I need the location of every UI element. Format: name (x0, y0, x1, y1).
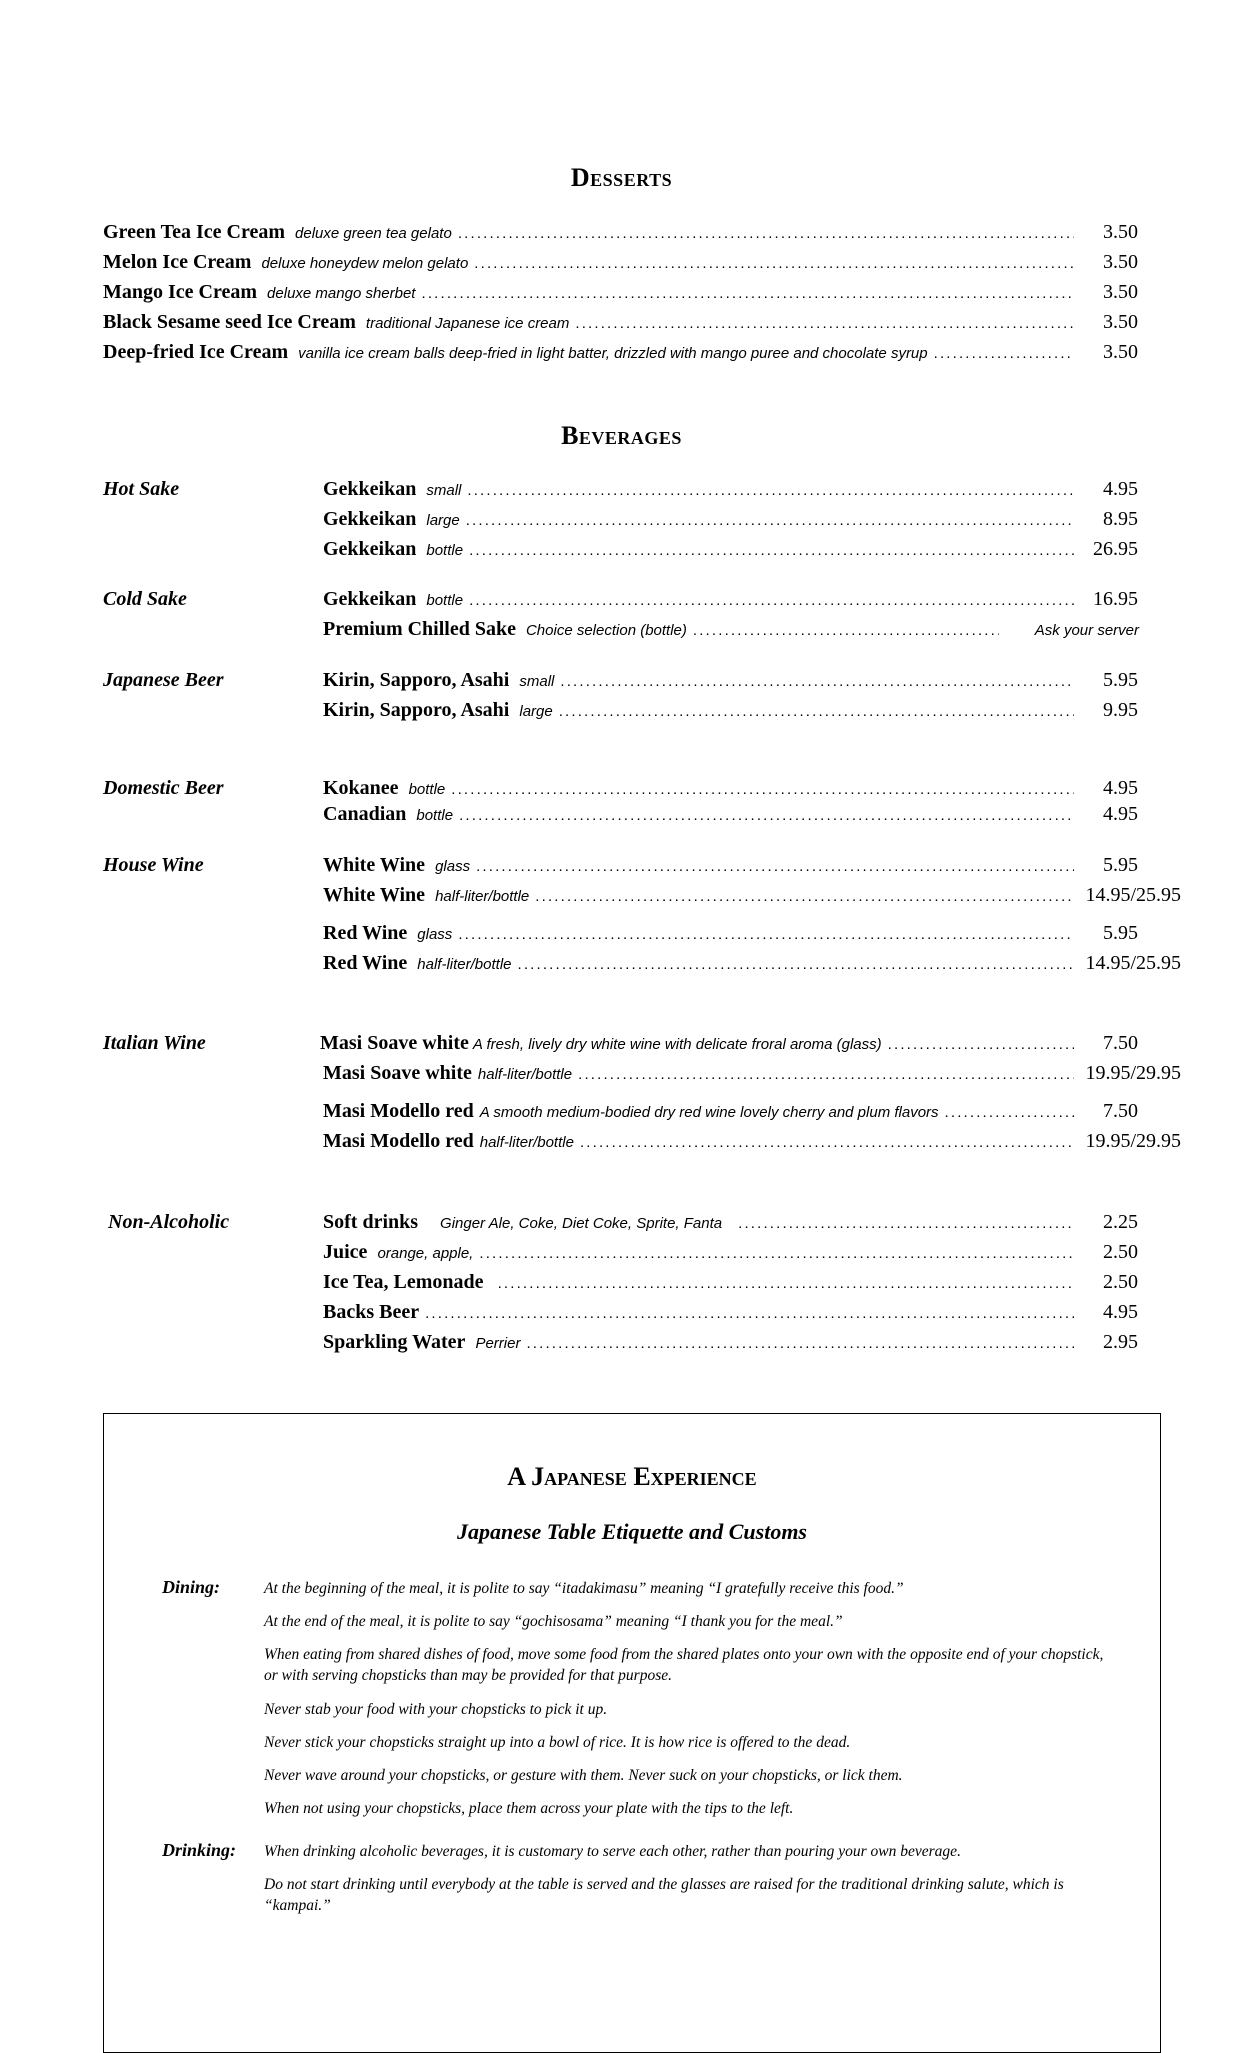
item-price: 3.50 (1103, 251, 1138, 273)
beverage-row (323, 669, 1078, 692)
dessert-row (103, 311, 1078, 334)
beverage-row (323, 1331, 1078, 1354)
leader-dots (466, 512, 1074, 529)
beverage-row (323, 1271, 1078, 1294)
item-name: Sparkling Water (323, 1331, 466, 1353)
item-name: Ice Tea, Lemonade (323, 1271, 484, 1293)
beverage-row (323, 1100, 1078, 1123)
item-name: Kokanee (323, 777, 399, 799)
dessert-row (103, 281, 1078, 304)
leader-dots (535, 888, 1074, 905)
leader-dots (469, 542, 1074, 559)
beverage-row (320, 1032, 1078, 1055)
dining-rule: At the end of the meal, it is polite to say “gochisosama” meaning “I thank you for the meal.” (264, 1613, 843, 1630)
leader-dots (451, 781, 1074, 798)
beverage-row (323, 1241, 1078, 1264)
item-price: 26.95 (1093, 538, 1138, 560)
item-price: 5.95 (1103, 854, 1138, 876)
item-price: 19.95/29.95 (1085, 1130, 1181, 1152)
leader-dots (476, 858, 1074, 875)
leader-dots (526, 1335, 1074, 1352)
item-desc: large (519, 703, 553, 720)
item-name: Soft drinks (323, 1211, 419, 1233)
item-desc: half-liter/bottle (417, 956, 512, 973)
dining-rule: Never stab your food with your chopsticks to pick it up. (264, 1701, 608, 1718)
item-price: 3.50 (1103, 341, 1138, 363)
beverage-row (323, 1062, 1078, 1085)
drinking-rule: When drinking alcoholic beverages, it is customary to serve each other, rather than pouring your own beverage. (264, 1843, 961, 1860)
item-name: Masi Modello red (323, 1100, 474, 1122)
drinking-rule: Do not start drinking until everybody at the table is served and the glasses are raised for the traditional drinking salute, which is “kampai.” (264, 1876, 1064, 1914)
leader-dots (459, 807, 1074, 824)
leader-dots (458, 926, 1074, 943)
beverage-row (323, 478, 1078, 501)
item-name: Gekkeikan (323, 508, 417, 530)
beverages-title: Beverages (561, 421, 682, 450)
leader-dots (518, 956, 1075, 973)
leader-dots (559, 703, 1074, 720)
beverage-row (323, 884, 1078, 907)
item-desc: bottle (426, 592, 464, 609)
experience-subtitle: Japanese Table Etiquette and Customs (456, 1519, 807, 1544)
item-name: Gekkeikan (323, 478, 417, 500)
dessert-row (103, 221, 1078, 244)
item-name: Masi Soave white (323, 1062, 472, 1084)
dessert-row (103, 251, 1078, 274)
dining-rule: When eating from shared dishes of food, move some food from the shared plates onto your own with the opposite end of your chopstick, or with serving chopsticks than may be provided for that purpose. (264, 1646, 1104, 1684)
item-name: White Wine (323, 884, 426, 906)
beverage-row (323, 952, 1078, 975)
item-desc: glass (435, 858, 471, 875)
item-price: 4.95 (1103, 1301, 1138, 1323)
item-name: Green Tea Ice Cream (103, 221, 286, 243)
item-name: Red Wine (323, 952, 408, 974)
item-desc: traditional Japanese ice cream (365, 315, 570, 332)
category-domestic-beer: Domestic Beer (103, 777, 224, 799)
leader-dots (934, 345, 1074, 362)
beverage-row (323, 1211, 1078, 1234)
item-desc: half-liter/bottle (479, 1134, 574, 1151)
item-desc: A smooth medium-bodied dry red wine lovely cherry and plum flavors (479, 1104, 939, 1121)
item-desc: Choice selection (bottle) (525, 622, 687, 639)
beverage-row (323, 508, 1078, 531)
item-price: 2.50 (1103, 1271, 1138, 1293)
leader-dots (421, 285, 1074, 302)
item-desc: large (426, 512, 460, 529)
drinking-label: Drinking: (162, 1840, 237, 1860)
leader-dots (560, 673, 1074, 690)
leader-dots (425, 1305, 1074, 1322)
dessert-row (103, 341, 1078, 364)
beverage-row (323, 1301, 1078, 1324)
category-house-wine: House Wine (103, 854, 204, 876)
item-desc: Perrier (475, 1335, 521, 1352)
item-desc: small (426, 482, 462, 499)
leader-dots (580, 1134, 1074, 1151)
item-desc: glass (417, 926, 453, 943)
item-name: Gekkeikan (323, 588, 417, 610)
dining-rule: Never wave around your chopsticks, or gesture with them. Never suck on your chopsticks, or lick them. (264, 1767, 903, 1784)
etiquette-box (103, 1413, 1161, 2053)
dining-rule: At the beginning of the meal, it is polite to say “itadakimasu” meaning “I gratefully receive this food.” (264, 1580, 904, 1597)
item-price: 4.95 (1103, 777, 1138, 799)
item-price: 5.95 (1103, 669, 1138, 691)
item-name: White Wine (323, 854, 426, 876)
leader-dots (467, 482, 1074, 499)
category-hot-sake: Hot Sake (103, 478, 180, 500)
item-desc: small (519, 673, 555, 690)
item-name: Kirin, Sapporo, Asahi (323, 699, 510, 721)
item-price: 16.95 (1093, 588, 1138, 610)
item-price: 7.50 (1103, 1100, 1138, 1122)
item-price: 4.95 (1103, 803, 1138, 825)
item-price: 3.50 (1103, 221, 1138, 243)
item-name: Canadian (323, 803, 407, 825)
item-price: 9.95 (1103, 699, 1138, 721)
category-cold-sake: Cold Sake (103, 588, 187, 610)
leader-dots (888, 1036, 1074, 1053)
item-name: Gekkeikan (323, 538, 417, 560)
item-price: 2.50 (1103, 1241, 1138, 1263)
item-price: 5.95 (1103, 922, 1138, 944)
beverage-row (323, 777, 1078, 800)
item-name: Backs Beer (323, 1301, 420, 1323)
item-name: Melon Ice Cream (103, 251, 252, 273)
item-desc: bottle (416, 807, 454, 824)
leader-dots (474, 255, 1074, 272)
category-japanese-beer: Japanese Beer (103, 669, 224, 691)
item-name: Black Sesame seed Ice Cream (103, 311, 356, 333)
beverage-row (323, 538, 1078, 561)
item-desc: half-liter/bottle (435, 888, 530, 905)
item-desc: Ginger Ale, Coke, Diet Coke, Sprite, Fanta (440, 1215, 723, 1232)
dining-label: Dining: (162, 1577, 221, 1597)
leader-dots (498, 1275, 1074, 1292)
item-price: 3.50 (1103, 281, 1138, 303)
leader-dots (575, 315, 1074, 332)
desserts-title: Desserts (570, 163, 673, 192)
item-price: 2.25 (1103, 1211, 1138, 1233)
leader-dots (469, 592, 1074, 609)
item-name: Red Wine (323, 922, 408, 944)
item-price: 2.95 (1103, 1331, 1138, 1353)
dining-rule: When not using your chopsticks, place them across your plate with the tips to the left. (264, 1800, 794, 1817)
item-desc: deluxe mango sherbet (267, 285, 416, 302)
item-price: 8.95 (1103, 508, 1138, 530)
item-name: Kirin, Sapporo, Asahi (323, 669, 510, 691)
category-italian-wine: Italian Wine (103, 1032, 206, 1054)
leader-dots (479, 1245, 1074, 1262)
beverage-row (323, 618, 1003, 641)
item-name: Deep-fried Ice Cream (103, 341, 289, 363)
item-price: 4.95 (1103, 478, 1138, 500)
item-name: Masi Soave white (320, 1032, 469, 1054)
item-price: Ask your server (1034, 622, 1139, 639)
item-desc: deluxe honeydew melon gelato (261, 255, 469, 272)
item-price: 14.95/25.95 (1085, 952, 1181, 974)
beverage-row (323, 588, 1078, 611)
item-desc: vanilla ice cream balls deep-fried in light batter, drizzled with mango puree and chocolate syrup (298, 345, 928, 362)
item-name: Premium Chilled Sake (323, 618, 516, 640)
item-price: 14.95/25.95 (1085, 884, 1181, 906)
item-desc: bottle (426, 542, 464, 559)
item-price: 3.50 (1103, 311, 1138, 333)
beverage-row (323, 699, 1078, 722)
experience-title: A Japanese Experience (507, 1462, 757, 1491)
item-desc: half-liter/bottle (477, 1066, 573, 1083)
dining-rule: Never stick your chopsticks straight up into a bowl of rice. It is how rice is offered to the dead. (264, 1734, 851, 1751)
item-name: Juice (323, 1241, 368, 1263)
beverage-row (323, 803, 1078, 826)
category-non-alcoholic: Non-Alcoholic (108, 1211, 230, 1233)
item-desc: deluxe green tea gelato (295, 225, 452, 242)
item-name: Mango Ice Cream (103, 281, 258, 303)
item-desc: orange, apple, (377, 1245, 474, 1262)
leader-dots (578, 1066, 1074, 1083)
leader-dots (945, 1104, 1074, 1121)
item-desc: bottle (408, 781, 446, 798)
leader-dots (693, 622, 999, 639)
beverage-row (323, 922, 1078, 945)
leader-dots (738, 1215, 1074, 1232)
item-name: Masi Modello red (323, 1130, 474, 1152)
beverage-row (323, 1130, 1078, 1153)
leader-dots (458, 225, 1074, 242)
item-desc: A fresh, lively dry white wine with delicate froral aroma (glass) (472, 1036, 882, 1053)
item-price: 19.95/29.95 (1085, 1062, 1181, 1084)
item-price: 7.50 (1103, 1032, 1138, 1054)
beverage-row (323, 854, 1078, 877)
